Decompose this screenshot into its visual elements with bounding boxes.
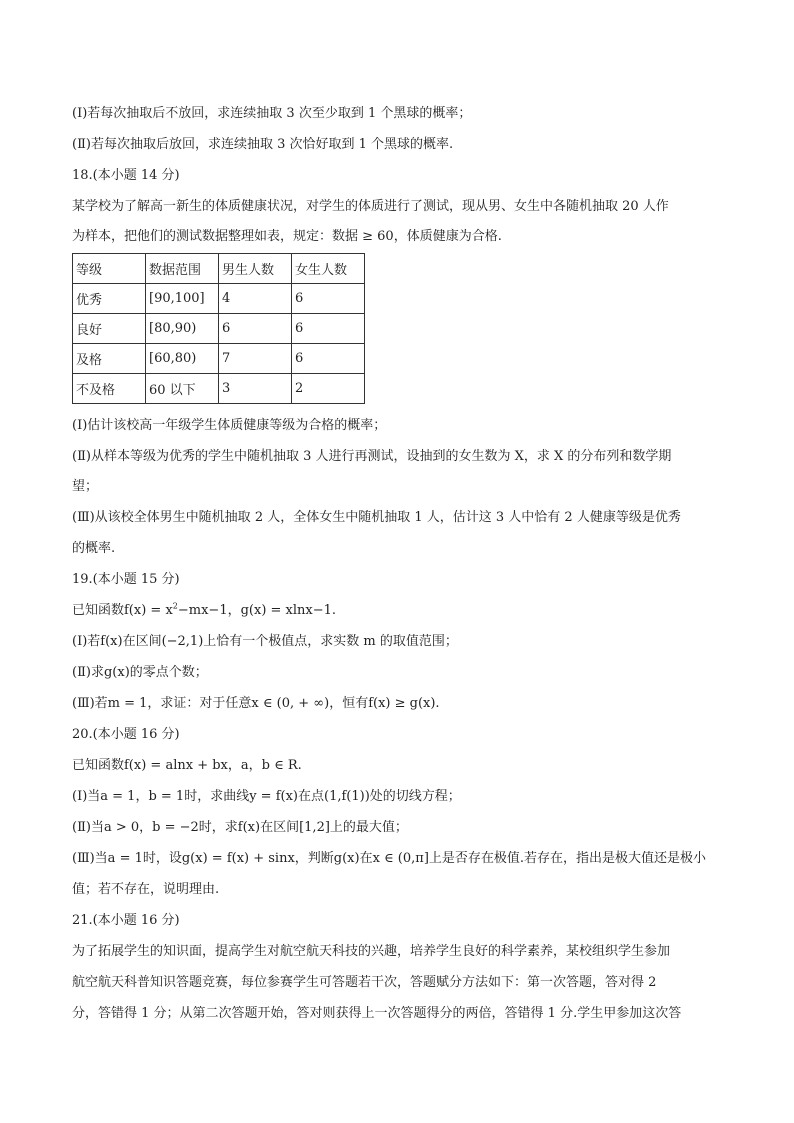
table-cell: 6	[219, 314, 292, 344]
table-row	[73, 314, 365, 344]
grade-table	[72, 253, 365, 404]
table-cell: 优秀	[73, 284, 146, 314]
table-row	[73, 284, 365, 314]
table-cell: 不及格	[73, 374, 146, 404]
q18-header: 18.(本小题 14 分)	[72, 168, 180, 183]
exponent: 2	[172, 601, 178, 611]
q17-part2: (Ⅱ)若每次抽取后放回，求连续抽取 3 次恰好取到 1 个黑球的概率.	[72, 137, 454, 152]
q18-part3-line1: (Ⅲ)从该校全体男生中随机抽取 2 人，全体女生中随机抽取 1 人，估计这 3 人中恰有 2 人健康等级是优秀	[72, 510, 681, 525]
q19-header: 19.(本小题 15 分)	[72, 572, 180, 587]
q20-part3-line2: 值；若不存在，说明理由.	[72, 882, 220, 897]
table-cell: 4	[219, 284, 292, 314]
q18-part3-line2: 的概率.	[72, 541, 116, 556]
q18-part2-line2: 望；	[72, 479, 99, 494]
table-cell: 2	[292, 374, 365, 404]
q18-part1: (Ⅰ)估计该校高一年级学生体质健康等级为合格的概率；	[72, 418, 387, 433]
q19-part3: (Ⅲ)若m = 1，求证：对于任意x ∈ (0, + ∞)，恒有f(x) ≥ g(x).	[72, 696, 440, 711]
table-header-row	[73, 254, 365, 284]
table-cell: [80,90)	[146, 314, 219, 344]
table-cell: 6	[292, 344, 365, 374]
q20-part3-line1: (Ⅲ)当a = 1时，设g(x) = f(x) + sinx，判断g(x)在x ∈ (0,π]上是否存在极值.若存在，指出是极大值还是极小	[72, 851, 707, 866]
table-cell: [90,100]	[146, 284, 219, 314]
table-cell: 良好	[73, 314, 146, 344]
table-header-cell: 女生人数	[292, 254, 365, 284]
q19-intro-post: −mx−1，g(x) = xlnx−1.	[177, 603, 337, 618]
table-header-cell: 男生人数	[219, 254, 292, 284]
q21-line3: 分，答错得 1 分；从第二次答题开始，答对则获得上一次答题得分的两倍，答错得 1 分.学生甲参加这次答	[72, 1006, 682, 1021]
q17-part1: (Ⅰ)若每次抽取后不放回，求连续抽取 3 次至少取到 1 个黑球的概率；	[72, 106, 472, 121]
q20-header: 20.(本小题 16 分)	[72, 727, 180, 742]
table-cell: 及格	[73, 344, 146, 374]
q20-part1: (Ⅰ)当a = 1，b = 1时，求曲线y = f(x)在点(1,f(1))处的切线方程；	[72, 789, 461, 804]
table-cell: 3	[219, 374, 292, 404]
q21-line2: 航空航天科普知识答题竞赛，每位参赛学生可答题若干次，答题赋分方法如下：第一次答题，答对得 2	[72, 975, 657, 990]
table-row	[73, 374, 365, 404]
table-row	[73, 344, 365, 374]
q20-intro: 已知函数f(x) = alnx + bx，a，b ∈ R.	[72, 758, 302, 773]
q18-intro-line1: 某学校为了解高一新生的体质健康状况，对学生的体质进行了测试，现从男、女生中各随机抽取 20 人作	[72, 199, 669, 214]
table-cell: 7	[219, 344, 292, 374]
q19-intro-pre: 已知函数f(x) = x	[72, 603, 173, 618]
q19-part2: (Ⅱ)求g(x)的零点个数；	[72, 665, 208, 680]
table-header-cell: 等级	[73, 254, 146, 284]
table-cell: 60 以下	[146, 374, 219, 404]
table-cell: 6	[292, 314, 365, 344]
q21-line1: 为了拓展学生的知识面，提高学生对航空航天科技的兴趣，培养学生良好的科学素养，某校组织学生参加	[72, 944, 671, 959]
q20-part2: (Ⅱ)当a > 0，b = −2时，求f(x)在区间[1,2]上的最大值；	[72, 820, 408, 835]
q21-header: 21.(本小题 16 分)	[72, 913, 180, 928]
q19-part1: (Ⅰ)若f(x)在区间(−2,1)上恰有一个极值点，求实数 m 的取值范围；	[72, 634, 458, 649]
q18-intro-line2: 为样本，把他们的测试数据整理如表，规定：数据 ≥ 60，体质健康为合格.	[72, 229, 502, 244]
q18-part2-line1: (Ⅱ)从样本等级为优秀的学生中随机抽取 3 人进行再测试，设抽到的女生数为 X，求 X 的分布列和数学期	[72, 449, 672, 464]
table-header-cell: 数据范围	[146, 254, 219, 284]
table-cell: [60,80)	[146, 344, 219, 374]
q19-intro	[72, 603, 732, 619]
table-cell: 6	[292, 284, 365, 314]
